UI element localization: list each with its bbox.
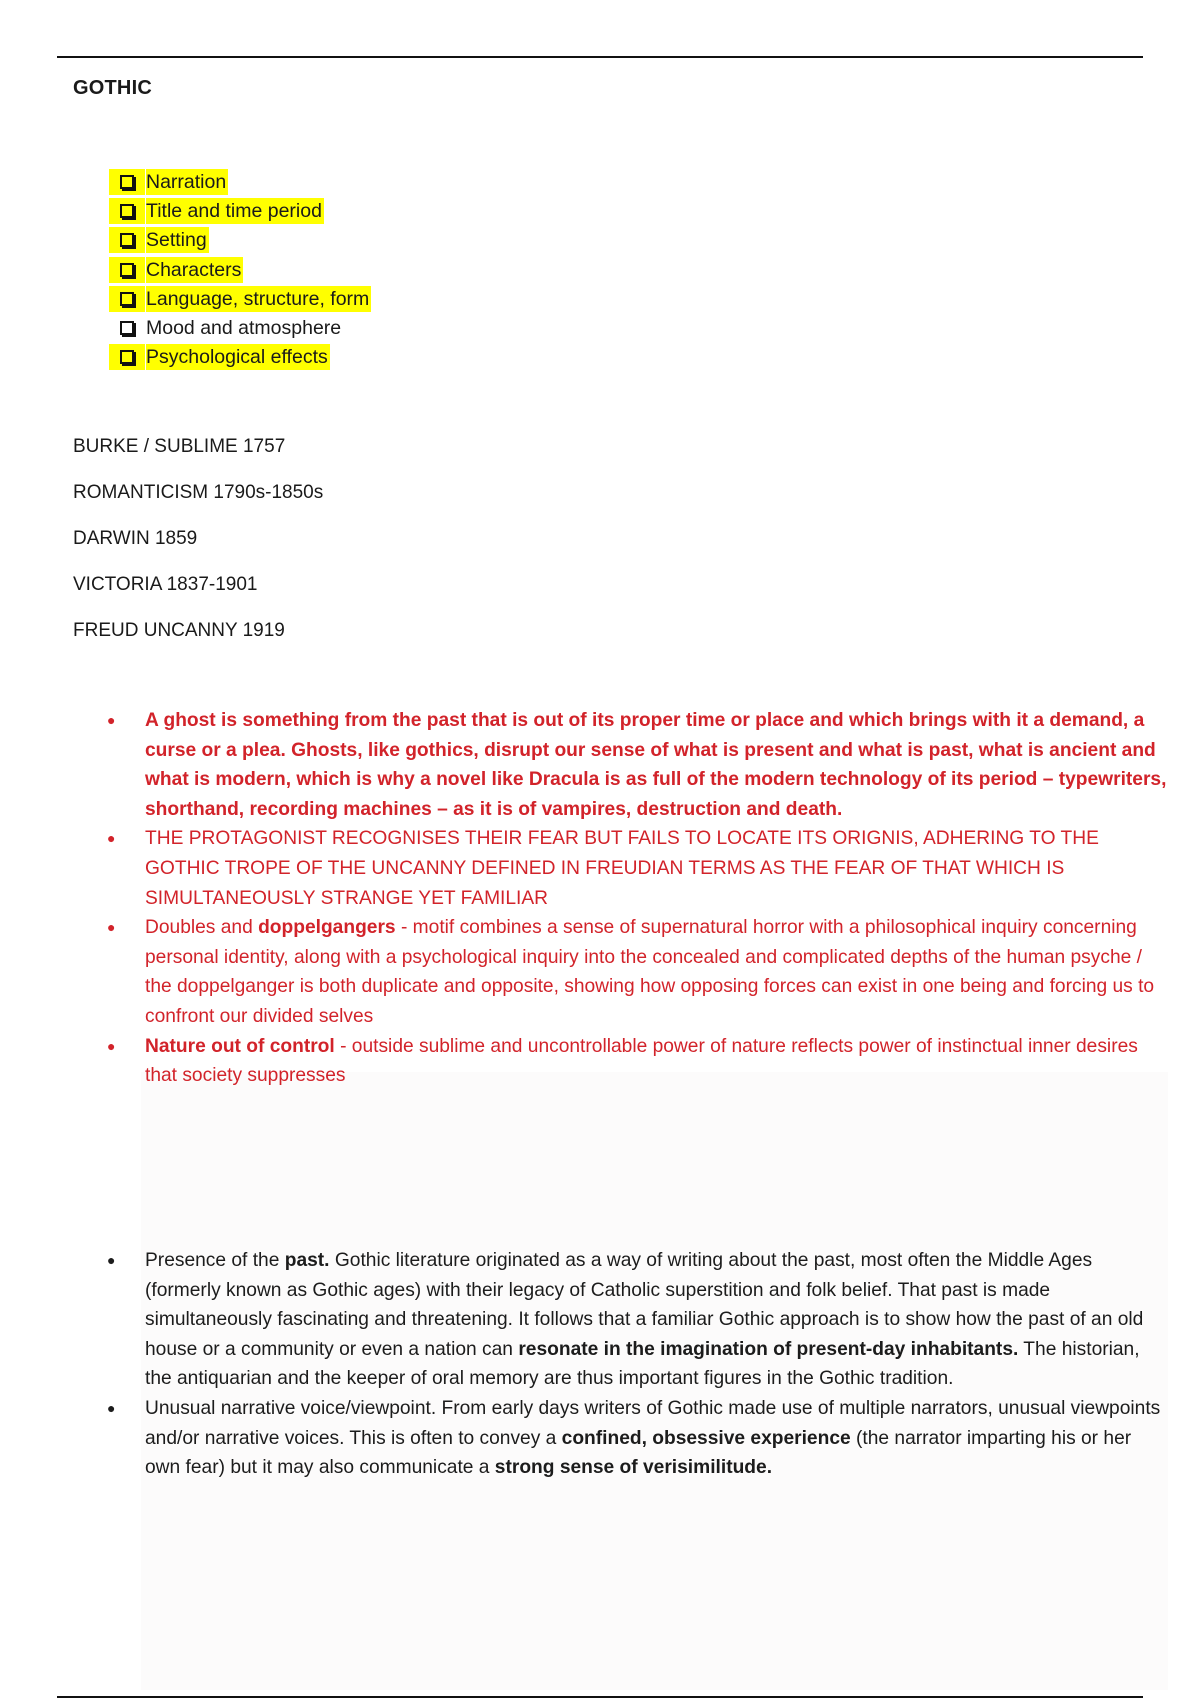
checkbox-icon [109,169,145,195]
bullet-icon: ● [107,712,116,728]
checklist-label: Psychological effects [146,346,328,369]
red-bullet-list [107,706,1167,1091]
timeline-entry: VICTORIA 1837-1901 [73,574,258,595]
bold-text: doppelgangers [258,917,396,939]
bullet-icon: ● [107,1252,116,1268]
bullet-text [145,1246,1167,1394]
timeline-list [73,433,323,663]
bullet-text [145,1032,1167,1091]
bullet-text: THE PROTAGONIST RECOGNISES THEIR FEAR BUT FAILS TO LOCATE ITS ORIGNIS, ADHERING TO THE GOTHIC TROPE OF THE UNCANNY DEFINED IN FREUDIAN TERMS AS THE FEAR OF THAT WHICH IS SIMULTANEOUSLY STRANGE YET FAMILIAR [145,828,1099,909]
bullet-text [145,1394,1167,1483]
plain-text: Presence of the [145,1250,285,1271]
bullet-icon: ● [107,1037,116,1054]
bullet-item-narrative-voice [107,1394,1167,1483]
plain-text: (the narrator imparting his or her own fear) but it may also communicate a [145,1427,1132,1479]
bottom-divider [57,1696,1143,1698]
bold-text: Nature out of control [145,1035,335,1057]
topic-checklist [109,167,371,372]
plain-text: Gothic literature originated as a way of writing about the past, most often the Middle Ages (formerly known as Gothic ages) with their legacy of Catholic superstition and folk belief. That past is made simultaneously fascinating and threatening. It follows that a familiar Gothic approach is to show how the past of an old house or a community or even a nation can [145,1250,1144,1360]
bullet-item-nature [107,1032,1167,1091]
checkbox-icon [109,344,145,370]
checkbox-icon [109,198,145,224]
checklist-label: Title and time period [146,199,322,222]
plain-text: Doubles and [145,917,259,939]
black-bullet-list [107,1246,1167,1483]
bullet-icon: ● [107,830,116,847]
checkbox-icon [109,227,145,253]
checklist-label: Setting [146,229,207,252]
bullet-icon: ● [107,1399,116,1416]
checkbox-icon [109,286,145,312]
bullet-item-presence-of-past [107,1246,1167,1394]
plain-text: Unusual narrative voice/viewpoint. From early days writers of Gothic made use of multiple narrators, unusual viewpoints and/or narrative voices. This is often to convey a [145,1397,1161,1449]
checklist-item-characters [109,255,371,284]
bullet-text [145,706,1167,824]
timeline-entry: DARWIN 1859 [73,528,198,549]
page-title: GOTHIC [73,77,152,99]
bold-text: resonate in the imagination of present-day inhabitants. [518,1338,1019,1360]
bullet-text [145,913,1167,1031]
bullet-item-ghost [107,706,1167,824]
plain-text: The historian, the antiquarian and the keeper of oral memory are thus important figures in the Gothic tradition. [145,1338,1140,1390]
checklist-item-psychological-effects [109,343,371,372]
bullet-item-protagonist [107,824,1167,913]
bullet-item-doubles [107,913,1167,1031]
checklist-item-mood-atmosphere [109,313,371,342]
checklist-label: Narration [146,170,227,193]
checklist-label: Language, structure, form [146,287,370,310]
bold-text: strong sense of verisimilitude. [494,1457,773,1479]
bold-text: past. [284,1250,330,1271]
top-divider [57,56,1143,58]
checklist-label: Mood and atmosphere [146,317,342,340]
bold-text: confined, obsessive experience [561,1427,851,1449]
checklist-label: Characters [146,258,242,281]
checklist-item-setting [109,226,371,255]
plain-text: - motif combines a sense of supernatural horror with a philosophical inquiry concerning personal identity, along with a psychological inquiry into the concealed and complicated depths of the human psyche / the doppelganger is both duplicate and opposite, showing how opposing forces can exist in one being and forcing us to confront our divided selves [145,917,1155,1027]
plain-text: - outside sublime and uncontrollable power of nature reflects power of instinctual inner desires that society suppresses [145,1035,1138,1087]
checkbox-icon [109,257,145,283]
checkbox-icon [109,315,145,341]
bold-text: A ghost is something from the past that is out of its proper time or place and which brings with it a demand, a curse or a plea. Ghosts, like gothics, disrupt our sense of what is present and what is past, what is ancient and what is modern, which is why a novel like Dracula is as full of the modern technology of its period – typewriters, shorthand, recording machines – as it is of vampires, destruction and death. [145,710,1167,820]
timeline-entry: BURKE / SUBLIME 1757 [73,436,286,457]
checklist-item-language-structure-form [109,284,371,313]
bullet-icon: ● [107,919,116,936]
checklist-item-title-time-period [109,196,371,225]
checklist-item-narration [109,167,371,196]
timeline-entry: ROMANTICISM 1790s-1850s [73,482,324,503]
timeline-entry: FREUD UNCANNY 1919 [73,620,285,641]
